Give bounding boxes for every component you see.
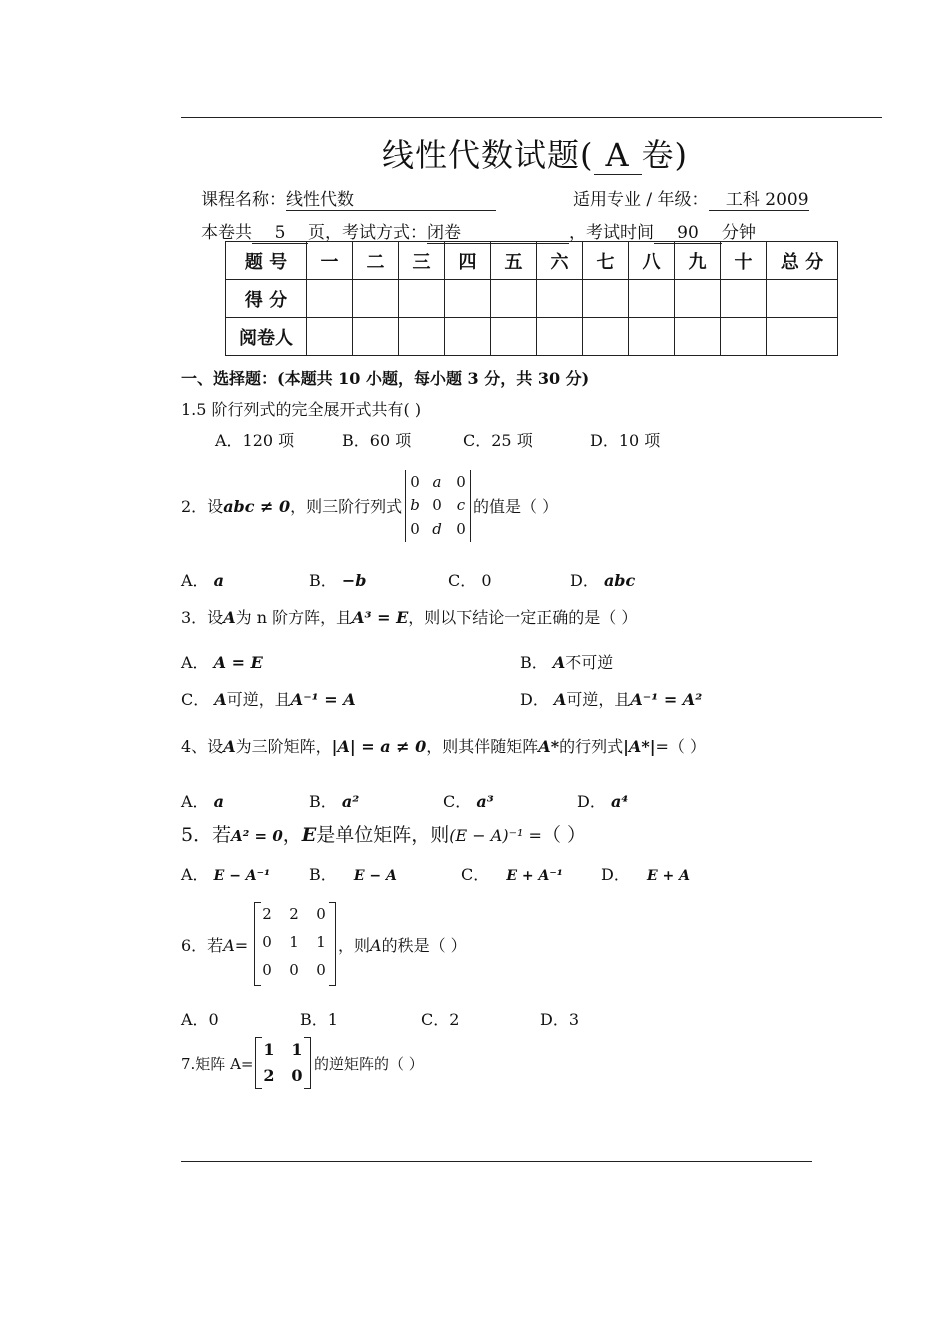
table-header-cell: 九 xyxy=(675,242,721,280)
q5-option-c: C． E + A⁻¹ xyxy=(461,865,563,884)
section-heading: 一、选择题：(本题共 10 小题，每小题 3 分，共 30 分) xyxy=(181,369,590,388)
exam-time: 90 xyxy=(654,223,722,244)
score-cell[interactable] xyxy=(491,280,537,318)
score-cell[interactable] xyxy=(537,280,583,318)
question-7-suffix: 的逆矩阵的（ ） xyxy=(314,1055,424,1073)
score-cell[interactable] xyxy=(399,280,445,318)
question-2: 2．设abc ≠ 0，则三阶行列式 xyxy=(181,497,403,516)
question-1: 1.5 阶行列式的完全展开式共有( ) xyxy=(181,400,422,419)
question-5: 5．若A² = 0，E是单位矩阵，则(E − A)⁻¹ =（ ） xyxy=(181,824,586,846)
exam-mode: 闭卷 xyxy=(427,218,569,244)
q3-option-d: D． A可逆，且A⁻¹ = A² xyxy=(520,690,703,709)
table-header-cell: 七 xyxy=(583,242,629,280)
q6-option-b: B．1 xyxy=(300,1010,338,1029)
q2-option-a: A． a xyxy=(181,571,225,590)
q6-option-d: D．3 xyxy=(540,1010,580,1029)
exam-info-line: 本卷共 5 页，考试方式：闭卷 ，考试时间 90 分钟 xyxy=(201,218,756,244)
grader-cell[interactable] xyxy=(491,318,537,356)
question-4: 4、设A为三阶矩阵，|A| = a ≠ 0，则其伴随矩阵A*的行列式|A*|=（ ） xyxy=(181,737,707,756)
grader-cell[interactable] xyxy=(399,318,445,356)
q1-option-d: D．10 项 xyxy=(590,431,661,450)
score-cell[interactable] xyxy=(767,280,838,318)
q6-option-c: C．2 xyxy=(421,1010,460,1029)
table-header-cell: 题 号 xyxy=(226,242,307,280)
grader-cell[interactable] xyxy=(675,318,721,356)
question-7: 7.矩阵 A= xyxy=(181,1055,254,1073)
table-header-cell: 一 xyxy=(307,242,353,280)
q6-option-a: A．0 xyxy=(181,1010,219,1029)
score-cell[interactable] xyxy=(583,280,629,318)
q2-option-b: B． −b xyxy=(309,571,367,590)
row-label: 得 分 xyxy=(226,280,307,318)
score-table xyxy=(225,241,838,356)
course-name: 线性代数 xyxy=(286,185,496,211)
question-6: 6．若A= xyxy=(181,936,249,955)
q5-option-b: B． E − A xyxy=(309,865,397,884)
q2-option-c: C． 0 xyxy=(448,571,492,590)
grader-cell[interactable] xyxy=(537,318,583,356)
q7-matrix: 1 1 2 0 xyxy=(255,1037,311,1089)
table-header-cell: 五 xyxy=(491,242,537,280)
q4-option-d: D． a⁴ xyxy=(577,792,629,811)
score-cell[interactable] xyxy=(445,280,491,318)
q2-determinant: 0 a 0 b 0 c 0 d 0 xyxy=(405,470,471,542)
table-header-cell: 十 xyxy=(721,242,767,280)
q5-option-a: A． E − A⁻¹ xyxy=(181,865,271,884)
table-header-cell: 八 xyxy=(629,242,675,280)
q5-option-d: D． E + A xyxy=(601,865,690,884)
grader-cell[interactable] xyxy=(721,318,767,356)
footer-rule xyxy=(181,1161,812,1162)
question-2-suffix: 的值是（ ） xyxy=(473,497,559,516)
course-line: 课程名称：线性代数 xyxy=(201,185,496,211)
header-rule xyxy=(181,117,882,118)
q1-option-a: A．120 项 xyxy=(215,431,295,450)
grader-cell[interactable] xyxy=(767,318,838,356)
q3-option-a: A． A = E xyxy=(181,653,263,672)
q4-option-a: A． a xyxy=(181,792,225,811)
major-line: 适用专业 / 年级： 工科 2009 xyxy=(573,185,809,211)
q3-option-b: B． A不可逆 xyxy=(520,653,614,672)
table-header-cell: 四 xyxy=(445,242,491,280)
score-cell[interactable] xyxy=(721,280,767,318)
q4-option-c: C． a³ xyxy=(443,792,494,811)
q1-option-c: C．25 项 xyxy=(463,431,533,450)
grader-cell[interactable] xyxy=(353,318,399,356)
q1-option-b: B．60 项 xyxy=(342,431,412,450)
score-cell[interactable] xyxy=(675,280,721,318)
q2-option-d: D． abc xyxy=(570,571,636,590)
paper-version: A xyxy=(594,136,642,175)
grader-cell[interactable] xyxy=(583,318,629,356)
table-header-cell: 总 分 xyxy=(767,242,838,280)
major-value: 工科 2009 xyxy=(709,185,809,211)
row-label: 阅卷人 xyxy=(226,318,307,356)
table-header-cell: 六 xyxy=(537,242,583,280)
score-row xyxy=(226,280,838,318)
pages-count: 5 xyxy=(252,223,308,244)
score-cell[interactable] xyxy=(307,280,353,318)
table-header-cell: 三 xyxy=(399,242,445,280)
q4-option-b: B． a² xyxy=(309,792,360,811)
grader-cell[interactable] xyxy=(445,318,491,356)
table-header-cell: 二 xyxy=(353,242,399,280)
q3-option-c: C． A可逆，且A⁻¹ = A xyxy=(181,690,356,709)
score-cell[interactable] xyxy=(629,280,675,318)
question-3: 3．设A为 n 阶方阵，且A³ = E，则以下结论一定正确的是（ ） xyxy=(181,608,638,627)
grader-cell[interactable] xyxy=(629,318,675,356)
q6-matrix: 2 2 0 0 1 1 0 0 0 xyxy=(254,902,336,986)
grader-cell[interactable] xyxy=(307,318,353,356)
score-table-header-row xyxy=(226,242,838,280)
grader-row xyxy=(226,318,838,356)
score-cell[interactable] xyxy=(353,280,399,318)
question-6-suffix: ，则A的秩是（ ） xyxy=(338,936,467,955)
page-title: 线性代数试题( A 卷) xyxy=(382,136,688,174)
